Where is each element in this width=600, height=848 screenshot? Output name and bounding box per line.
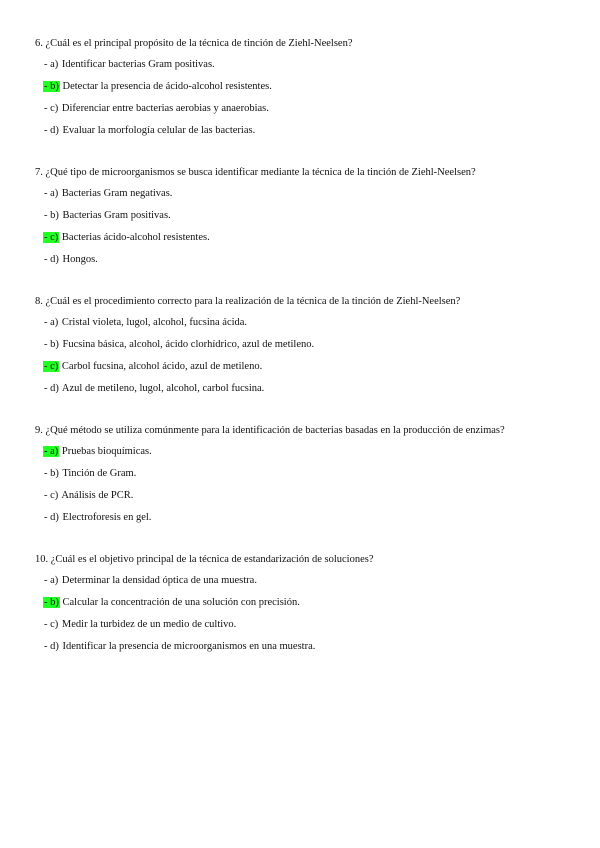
option-marker-correct: - c) [44, 232, 59, 243]
question-text: 7. ¿Qué tipo de microorganismos se busca identificar mediante la técnica de la tinción de Ziehl-Neelsen? [35, 167, 476, 178]
option-text: Pruebas bioquímicas. [61, 446, 152, 457]
question-8 [35, 291, 585, 400]
question-text: 6. ¿Cuál es el principal propósito de la técnica de tinción de Ziehl-Neelsen? [35, 38, 353, 49]
option-text: Identificar bacterias Gram positivas. [61, 59, 215, 70]
option-text: Bacterias Gram negativas. [61, 188, 173, 199]
option-d [35, 120, 585, 142]
option-a [35, 183, 585, 205]
option-text: Identificar la presencia de microorganismos en una muestra. [62, 641, 316, 652]
option-text: Evaluar la morfología celular de las bacterias. [62, 125, 256, 136]
option-text: Hongos. [62, 254, 98, 265]
option-c [35, 227, 585, 249]
option-marker: - b) [44, 339, 59, 350]
option-marker: - d) [44, 641, 59, 652]
option-c [35, 98, 585, 120]
option-text: Electroforesis en gel. [62, 512, 152, 523]
option-marker: - d) [44, 254, 59, 265]
option-text: Bacterias Gram positivas. [62, 210, 171, 221]
option-marker-correct: - a) [44, 446, 59, 457]
option-b [35, 76, 585, 98]
option-text: Azul de metileno, lugol, alcohol, carbol fucsina. [61, 383, 265, 394]
option-b [35, 205, 585, 227]
option-text: Análisis de PCR. [61, 490, 134, 501]
question-9 [35, 420, 585, 529]
question-text: 10. ¿Cuál es el objetivo principal de la técnica de estandarización de soluciones? [35, 554, 374, 565]
option-marker: - a) [44, 317, 59, 328]
option-marker: - a) [44, 59, 59, 70]
option-marker-correct: - b) [44, 597, 59, 608]
option-a [35, 312, 585, 334]
option-text: Carbol fucsina, alcohol ácido, azul de metileno. [61, 361, 263, 372]
option-c [35, 485, 585, 507]
option-marker: - d) [44, 383, 59, 394]
option-text: Detectar la presencia de ácido-alcohol resistentes. [62, 81, 272, 92]
option-marker: - b) [44, 468, 59, 479]
question-10 [35, 549, 585, 658]
question-list [35, 33, 585, 678]
option-text: Fucsina básica, alcohol, ácido clorhídrico, azul de metileno. [62, 339, 315, 350]
question-7 [35, 162, 585, 271]
option-d [35, 636, 585, 658]
option-text: Cristal violeta, lugol, alcohol, fucsina ácida. [61, 317, 248, 328]
option-c [35, 614, 585, 636]
option-marker: - b) [44, 210, 59, 221]
option-marker: - c) [44, 619, 59, 630]
option-marker: - d) [44, 125, 59, 136]
option-text: Diferenciar entre bacterias aerobias y anaerobias. [61, 103, 269, 114]
option-a [35, 441, 585, 463]
question-text: 8. ¿Cuál es el procedimiento correcto para la realización de la técnica de la tinción de Ziehl-Neelsen? [35, 296, 461, 307]
option-a [35, 570, 585, 592]
option-d [35, 249, 585, 271]
option-d [35, 507, 585, 529]
option-marker: - c) [44, 103, 59, 114]
option-b [35, 463, 585, 485]
option-marker: - c) [44, 490, 59, 501]
option-marker: - d) [44, 512, 59, 523]
option-marker-correct: - b) [44, 81, 59, 92]
question-text: 9. ¿Qué método se utiliza comúnmente para la identificación de bacterias basadas en la producción de enzimas? [35, 425, 505, 436]
option-a [35, 54, 585, 76]
option-b [35, 592, 585, 614]
option-marker: - a) [44, 575, 59, 586]
option-d [35, 378, 585, 400]
option-text: Determinar la densidad óptica de una muestra. [61, 575, 257, 586]
question-6 [35, 33, 585, 142]
option-c [35, 356, 585, 378]
option-text: Bacterias ácido-alcohol resistentes. [61, 232, 210, 243]
option-text: Calcular la concentración de una solución con precisión. [62, 597, 300, 608]
option-text: Medir la turbidez de un medio de cultivo. [61, 619, 237, 630]
option-text: Tinción de Gram. [62, 468, 137, 479]
option-marker: - a) [44, 188, 59, 199]
option-b [35, 334, 585, 356]
option-marker-correct: - c) [44, 361, 59, 372]
